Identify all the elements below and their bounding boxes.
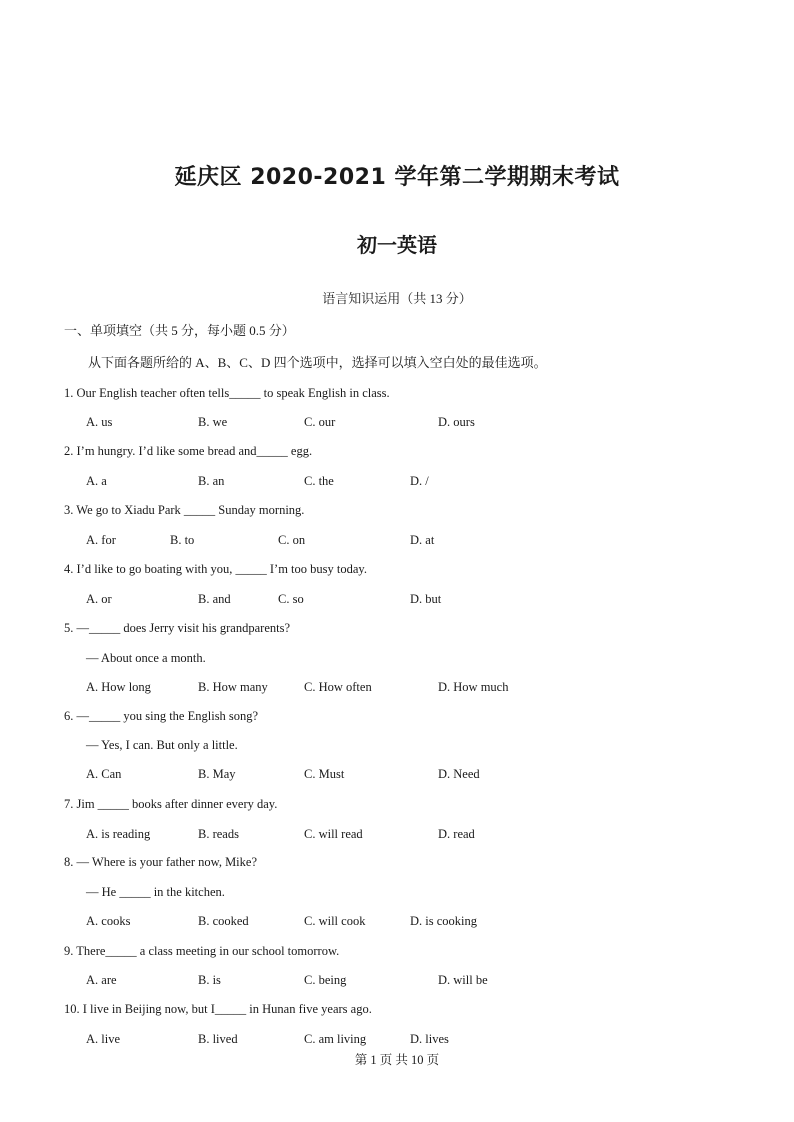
option-a: A. cooks — [86, 914, 131, 928]
option-a: A. live — [86, 1032, 121, 1046]
question-stem: 10. I live in Beijing now, but I_____ in Hunan five years ago. — [64, 1002, 372, 1016]
option-d: D. will be — [438, 973, 488, 987]
option-a: A. How long — [86, 680, 151, 694]
option-d: D. ours — [438, 415, 475, 429]
option-a: A. for — [86, 533, 116, 547]
question-stem: 3. We go to Xiadu Park _____ Sunday morning. — [64, 503, 305, 517]
option-c: C. How often — [304, 680, 372, 694]
instruction-text: 从下面各题所给的 A、B、C、D 四个选项中，选择可以填入空白处的最佳选项。 — [88, 355, 547, 370]
exam-subtitle: 初一英语 — [357, 233, 437, 257]
option-a: A. or — [86, 592, 112, 606]
option-c: C. am living — [304, 1032, 367, 1046]
option-a: A. are — [86, 973, 117, 987]
option-b: B. reads — [198, 827, 239, 841]
option-c: C. the — [304, 474, 334, 488]
question-stem: 7. Jim _____ books after dinner every day. — [64, 797, 278, 811]
question-stem: 2. I’m hungry. I’d like some bread and_____ egg. — [64, 444, 313, 458]
option-d: D. but — [410, 592, 442, 606]
section-heading: 语言知识运用（共 13 分） — [322, 291, 472, 306]
option-d: D. is cooking — [410, 914, 478, 928]
option-a: A. is reading — [86, 827, 151, 841]
option-c: C. will read — [304, 827, 363, 841]
question-stem: 1. Our English teacher often tells_____ to speak English in class. — [64, 386, 390, 400]
page-footer: 第 1 页 共 10 页 — [354, 1053, 440, 1067]
option-c: C. will cook — [304, 914, 366, 928]
dialogue-reply: — About once a month. — [86, 651, 206, 665]
part-heading: 一、单项填空（共 5 分，每小题 0.5 分） — [64, 323, 295, 338]
option-c: C. Must — [304, 767, 345, 781]
option-d: D. Need — [438, 767, 480, 781]
option-d: D. at — [410, 533, 435, 547]
question-stem: 6. —_____ you sing the English song? — [64, 709, 259, 723]
option-d: D. / — [410, 474, 429, 488]
option-c: C. so — [278, 592, 304, 606]
dialogue-reply: — Yes, I can. But only a little. — [86, 738, 238, 752]
option-d: D. read — [438, 827, 475, 841]
option-a: A. a — [86, 474, 107, 488]
option-b: B. to — [170, 533, 195, 547]
exam-title: 延庆区 2020-2021 学年第二学期期末考试 — [174, 165, 620, 190]
option-c: C. being — [304, 973, 347, 987]
option-b: B. an — [198, 474, 225, 488]
option-b: B. is — [198, 973, 221, 987]
question-stem: 9. There_____ a class meeting in our school tomorrow. — [64, 944, 340, 958]
option-b: B. and — [198, 592, 231, 606]
question-stem: 4. I’d like to go boating with you, _____ I’m too busy today. — [64, 562, 367, 576]
option-c: C. our — [304, 415, 336, 429]
option-a: A. Can — [86, 767, 122, 781]
option-c: C. on — [278, 533, 306, 547]
option-d: D. lives — [410, 1032, 449, 1046]
option-b: B. we — [198, 415, 228, 429]
option-b: B. May — [198, 767, 236, 781]
question-stem: 5. —_____ does Jerry visit his grandparents? — [64, 621, 291, 635]
option-d: D. How much — [438, 680, 509, 694]
option-b: B. cooked — [198, 914, 249, 928]
question-stem: 8. — Where is your father now, Mike? — [64, 855, 257, 869]
dialogue-reply: — He _____ in the kitchen. — [86, 885, 225, 899]
option-b: B. How many — [198, 680, 268, 694]
option-b: B. lived — [198, 1032, 238, 1046]
option-a: A. us — [86, 415, 113, 429]
